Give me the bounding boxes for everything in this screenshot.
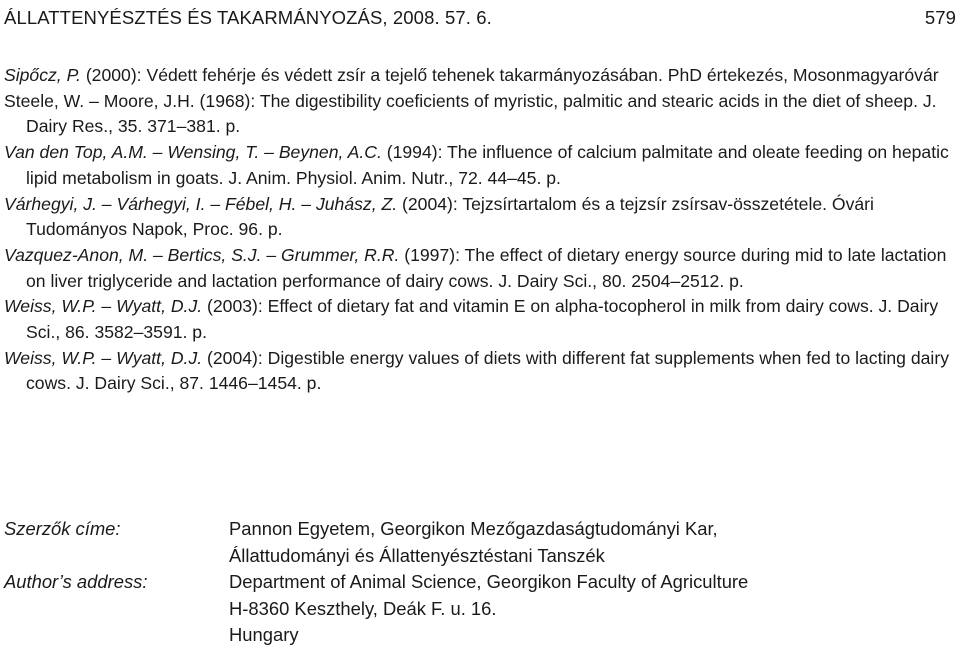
- reference-authors: Weiss, W.P. – Wyatt, D.J.: [4, 296, 203, 317]
- address-label-en: Author’s address:: [4, 571, 148, 592]
- reference-item: [4, 63, 956, 89]
- reference-item: [4, 243, 956, 294]
- address-lines-en: [229, 569, 956, 649]
- reference-item: [4, 294, 956, 345]
- running-header: [4, 6, 956, 30]
- reference-text: (2004): Digestible energy values of diets with different fat supplements when fed to lacting dairy cows. J. Dairy Sci., 87. 1446–1454. p.: [26, 347, 949, 394]
- address-lines-hu: [229, 516, 956, 569]
- address-label-hu: Szerzők címe:: [4, 518, 121, 539]
- address-line: Department of Animal Science, Georgikon Faculty of Agriculture: [229, 571, 749, 592]
- reference-item: [4, 346, 956, 397]
- address-english: [4, 569, 956, 649]
- reference-authors: Várhegyi, J. – Várhegyi, I. – Fébel, H. – Juhász, Z.: [4, 193, 398, 214]
- address-line: H-8360 Keszthely, Deák F. u. 16.: [229, 597, 497, 619]
- reference-authors: Sipőcz, P.: [4, 65, 81, 85]
- reference-text: (2003): Effect of dietary fat and vitamin E on alpha-tocopherol in milk from dairy cows. J. Dairy Sci., 86. 3582–3591. p.: [26, 296, 939, 343]
- reference-item: [4, 192, 956, 243]
- page-number: 579: [924, 7, 956, 28]
- reference-authors: Van den Top, A.M. – Wensing, T. – Beynen, A.C.: [4, 142, 382, 163]
- reference-text: (1994): The influence of calcium palmitate and oleate feeding on hepatic lipid metabolism in goats. J. Anim. Physiol. Anim. Nutr., 72. 44–45. p.: [26, 142, 949, 188]
- reference-authors: Vazquez-Anon, M. – Bertics, S.J. – Grummer, R.R.: [4, 244, 400, 265]
- author-address: [4, 516, 956, 649]
- address-line: Állattudományi és Állattenyésztéstani Tanszék: [229, 544, 605, 566]
- reference-text: (2004): Tejzsírtartalom és a tejzsír zsírsav-összetétele. Óvári Tudományos Napok, Proc. 96. p.: [26, 193, 874, 240]
- reference-authors: Weiss, W.P. – Wyatt, D.J.: [4, 347, 203, 368]
- address-hungarian: [4, 516, 956, 569]
- reference-list: [4, 63, 956, 397]
- reference-item: [4, 140, 956, 191]
- reference-text: (1997): The effect of dietary energy source during mid to late lactation on liver triglyceride and lactation performance of dairy cows. J. Dairy Sci., 80. 2504–2512. p.: [26, 244, 947, 291]
- reference-text: Steele, W. – Moore, J.H. (1968): The digestibility coeficients of myristic, palmitic and stearic acids in the diet of sheep. J. Dairy Res., 35. 371–381. p.: [4, 90, 937, 137]
- reference-text: (2000): Védett fehérje és védett zsír a tejelő tehenek takarmányozásában. PhD értekezés, Mosonmagyaróvár: [80, 65, 939, 85]
- reference-item: [4, 89, 956, 140]
- address-line: Hungary: [229, 624, 299, 645]
- journal-title: ÁLLATTENYÉSZTÉS ÉS TAKARMÁNYOZÁS, 2008. 57. 6.: [4, 7, 492, 28]
- address-line: Pannon Egyetem, Georgikon Mezőgazdaságtudományi Kar,: [229, 518, 718, 539]
